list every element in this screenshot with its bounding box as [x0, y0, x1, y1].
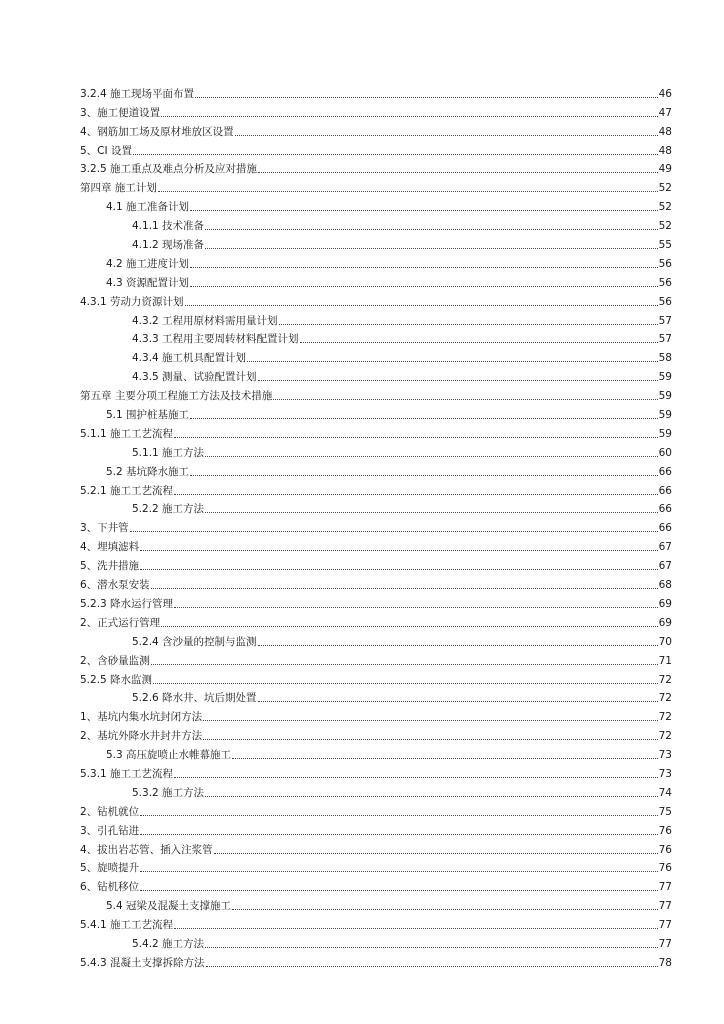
toc-dot-leader [258, 644, 658, 646]
toc-entry-title: 4.3.2 工程用原材料需用量计划 [132, 314, 278, 327]
toc-entry-title: 6、潜水泵安装 [80, 579, 150, 592]
toc-dot-leader [273, 398, 657, 400]
toc-entry-title: 5.2.4 含沙量的控制与监测 [132, 635, 257, 648]
toc-dot-leader [258, 379, 658, 381]
toc-dot-leader [279, 323, 658, 325]
toc-entry-page: 66 [658, 503, 672, 516]
toc-entry[interactable] [80, 402, 672, 421]
toc-entry-page: 77 [658, 900, 672, 913]
toc-entry-title: 4、埋填滤料 [80, 541, 140, 554]
toc-dot-leader [190, 417, 658, 419]
toc-dot-leader [206, 965, 658, 967]
toc-entry-page: 55 [658, 239, 672, 252]
toc-dot-leader [232, 908, 658, 910]
toc-entry[interactable] [80, 856, 672, 875]
toc-entry-page: 72 [658, 673, 672, 686]
toc-dot-leader [158, 190, 658, 192]
toc-entry[interactable] [80, 874, 672, 893]
toc-dot-leader [140, 568, 657, 570]
toc-entry-title: 5.4 冠梁及混凝土支撑施工 [106, 900, 232, 913]
toc-entry-title: 5.1.1 施工方法 [132, 446, 205, 459]
toc-dot-leader [205, 247, 658, 249]
toc-entry-title: 4.1.1 技术准备 [132, 220, 205, 233]
toc-entry-page: 52 [658, 182, 672, 195]
toc-dot-leader [214, 852, 658, 854]
toc-dot-leader [174, 927, 658, 929]
toc-entry-title: 5.2.5 降水监测 [80, 673, 153, 686]
toc-entry-title: 3.2.5 施工重点及难点分析及应对措施 [80, 163, 258, 176]
toc-entry[interactable] [80, 610, 672, 629]
toc-entry-title: 4.2 施工进度计划 [106, 257, 190, 270]
toc-entry-page: 66 [658, 522, 672, 535]
toc-dot-leader [140, 833, 657, 835]
toc-entry-page: 59 [658, 427, 672, 440]
toc-entry-page: 73 [658, 767, 672, 780]
toc-entry[interactable] [80, 515, 672, 534]
toc-entry-page: 52 [658, 201, 672, 214]
toc-entry-page: 68 [658, 579, 672, 592]
toc-dot-leader [140, 549, 657, 551]
toc-dot-leader [161, 625, 657, 627]
toc-entry-title: 3.2.4 施工现场平面布置 [80, 87, 195, 100]
toc-entry[interactable] [80, 270, 672, 289]
toc-entry-title: 5.3.1 施工工艺流程 [80, 767, 174, 780]
toc-entry-title: 5.3 高压旋喷止水帷幕施工 [106, 749, 232, 762]
toc-entry[interactable] [80, 742, 672, 761]
toc-entry-page: 60 [658, 446, 672, 459]
toc-entry-page: 77 [658, 919, 672, 932]
toc-entry[interactable] [80, 194, 672, 213]
toc-dot-leader [153, 682, 658, 684]
toc-entry[interactable] [80, 572, 672, 591]
toc-dot-leader [130, 530, 658, 532]
toc-dot-leader [232, 757, 658, 759]
toc-entry[interactable] [80, 421, 672, 440]
toc-entry[interactable] [80, 100, 672, 119]
toc-entry-title: 4.1 施工准备计划 [106, 201, 190, 214]
toc-entry-title: 5.2.3 降水运行管理 [80, 597, 174, 610]
toc-dot-leader [190, 266, 658, 268]
toc-entry-page: 52 [658, 220, 672, 233]
toc-entry-page: 76 [658, 862, 672, 875]
toc-entry-title: 2、含砂量监测 [80, 654, 150, 667]
toc-entry-page: 69 [658, 616, 672, 629]
toc-entry[interactable] [80, 308, 672, 327]
toc-entry-page: 73 [658, 749, 672, 762]
toc-entry-page: 71 [658, 654, 672, 667]
toc-entry[interactable] [80, 213, 672, 232]
toc-entry-title: 3、引孔钻进 [80, 824, 140, 837]
toc-entry-page: 70 [658, 635, 672, 648]
toc-entry-title: 5、洗井措施 [80, 560, 140, 573]
toc-dot-leader [190, 285, 658, 287]
toc-entry-page: 48 [658, 125, 672, 138]
toc-entry-title: 5.4.1 施工工艺流程 [80, 919, 174, 932]
toc-entry-title: 2、正式运行管理 [80, 616, 161, 629]
toc-entry-page: 47 [658, 106, 672, 119]
toc-entry[interactable] [80, 327, 672, 346]
toc-entry[interactable] [80, 138, 672, 157]
toc-dot-leader [203, 719, 657, 721]
toc-dot-leader [190, 474, 658, 476]
toc-entry[interactable] [80, 383, 672, 402]
toc-entry-title: 4.3 资源配置计划 [106, 276, 190, 289]
toc-dot-leader [205, 795, 658, 797]
toc-entry-title: 3、下井管 [80, 522, 129, 535]
toc-entry-page: 57 [658, 314, 672, 327]
toc-entry[interactable] [80, 780, 672, 799]
toc-entry-title: 3、施工便道设置 [80, 106, 161, 119]
toc-entry-title: 4.3.3 工程用主要周转材料配置计划 [132, 333, 299, 346]
toc-entry[interactable] [80, 818, 672, 837]
toc-entry-page: 57 [658, 333, 672, 346]
toc-entry[interactable] [80, 157, 672, 176]
toc-entry-title: 4.3.4 施工机具配置计划 [132, 352, 247, 365]
toc-dot-leader [140, 870, 657, 872]
toc-entry[interactable] [80, 686, 672, 705]
toc-dot-leader [190, 209, 658, 211]
toc-entry-title: 5.2.6 降水井、坑后期处置 [132, 692, 257, 705]
toc-entry-title: 4.3.5 测量、试验配置计划 [132, 371, 257, 384]
toc-entry[interactable] [80, 232, 672, 251]
toc-entry-title: 5.1.1 施工工艺流程 [80, 427, 174, 440]
toc-entry-page: 66 [658, 465, 672, 478]
toc-entry[interactable] [80, 629, 672, 648]
toc-entry[interactable] [80, 837, 672, 856]
toc-dot-leader [205, 946, 658, 948]
toc-entry-page: 72 [658, 692, 672, 705]
toc-entry[interactable] [80, 175, 672, 194]
toc-entry-page: 56 [658, 295, 672, 308]
toc-entry-title: 4、钢筋加工场及原材堆放区设置 [80, 125, 234, 138]
toc-entry-page: 77 [658, 881, 672, 894]
toc-entry[interactable] [80, 950, 672, 969]
toc-entry-title: 6、钻机移位 [80, 881, 140, 894]
toc-entry-title: 4、拔出岩芯管、插入注浆管 [80, 843, 213, 856]
toc-entry[interactable] [80, 761, 672, 780]
toc-dot-leader [140, 889, 657, 891]
toc-entry-page: 78 [658, 956, 672, 969]
toc-dot-leader [133, 153, 658, 155]
toc-entry-page: 59 [658, 390, 672, 403]
toc-entry[interactable] [80, 119, 672, 138]
toc-entry-page: 56 [658, 276, 672, 289]
toc-entry-title: 4.1.2 现场准备 [132, 239, 205, 252]
toc-entry[interactable] [80, 459, 672, 478]
toc-dot-leader [195, 96, 658, 98]
toc-dot-leader [174, 776, 658, 778]
toc-entry[interactable] [80, 704, 672, 723]
toc-entry[interactable] [80, 723, 672, 742]
toc-entry-title: 4.3.1 劳动力资源计划 [80, 295, 184, 308]
toc-entry-page: 58 [658, 352, 672, 365]
toc-entry-page: 46 [658, 87, 672, 100]
toc-entry-page: 67 [658, 560, 672, 573]
toc-dot-leader [235, 134, 658, 136]
toc-entry-title: 2、基坑外降水井封井方法 [80, 730, 203, 743]
toc-entry[interactable] [80, 534, 672, 553]
toc-entry-page: 56 [658, 257, 672, 270]
toc-entry-page: 72 [658, 711, 672, 724]
toc-dot-leader [258, 171, 658, 173]
toc-entry-title: 第四章 施工计划 [80, 182, 157, 195]
toc-entry[interactable] [80, 667, 672, 686]
toc-dot-leader [205, 455, 658, 457]
toc-dot-leader [205, 511, 658, 513]
toc-entry[interactable] [80, 478, 672, 497]
toc-entry-page: 66 [658, 484, 672, 497]
toc-entry[interactable] [80, 553, 672, 572]
toc-dot-leader [258, 700, 658, 702]
toc-entry-page: 67 [658, 541, 672, 554]
toc-entry-title: 5.4.2 施工方法 [132, 937, 205, 950]
toc-dot-leader [185, 304, 658, 306]
toc-dot-leader [151, 587, 658, 589]
toc-entry[interactable] [80, 345, 672, 364]
toc-entry-page: 76 [658, 843, 672, 856]
toc-entry-page: 59 [658, 409, 672, 422]
toc-dot-leader [174, 436, 658, 438]
toc-entry[interactable] [80, 931, 672, 950]
toc-entry-page: 72 [658, 730, 672, 743]
toc-entry-page: 76 [658, 824, 672, 837]
toc-entry-title: 5.3.2 施工方法 [132, 786, 205, 799]
toc-entry-page: 69 [658, 597, 672, 610]
toc-dot-leader [205, 228, 658, 230]
toc-entry[interactable] [80, 497, 672, 516]
toc-dot-leader [174, 606, 658, 608]
toc-dot-leader [300, 341, 658, 343]
toc-entry[interactable] [80, 912, 672, 931]
toc-entry-page: 74 [658, 786, 672, 799]
table-of-contents [80, 81, 672, 969]
toc-entry-title: 5、CI 设置 [80, 144, 132, 157]
toc-entry[interactable] [80, 440, 672, 459]
toc-entry-title: 5.2.1 施工工艺流程 [80, 484, 174, 497]
toc-entry-title: 5.4.3 混凝土支撑拆除方法 [80, 956, 205, 969]
toc-entry-title: 5.2 基坑降水施工 [106, 465, 190, 478]
toc-entry-page: 49 [658, 163, 672, 176]
toc-entry-title: 5.1 围护桩基施工 [106, 409, 190, 422]
toc-dot-leader [151, 663, 658, 665]
toc-dot-leader [247, 360, 658, 362]
toc-entry-title: 2、钻机就位 [80, 805, 140, 818]
toc-entry-page: 48 [658, 144, 672, 157]
toc-dot-leader [174, 493, 658, 495]
toc-entry-title: 第五章 主要分项工程施工方法及技术措施 [80, 390, 273, 403]
toc-entry[interactable] [80, 591, 672, 610]
toc-entry[interactable] [80, 893, 672, 912]
toc-entry[interactable] [80, 648, 672, 667]
toc-entry-title: 1、基坑内集水坑封闭方法 [80, 711, 203, 724]
toc-entry[interactable] [80, 799, 672, 818]
toc-entry[interactable] [80, 364, 672, 383]
toc-entry-page: 77 [658, 937, 672, 950]
toc-entry[interactable] [80, 81, 672, 100]
toc-entry-page: 59 [658, 371, 672, 384]
toc-entry-title: 5.2.2 施工方法 [132, 503, 205, 516]
toc-dot-leader [203, 738, 657, 740]
toc-entry-page: 75 [658, 805, 672, 818]
toc-dot-leader [140, 814, 657, 816]
toc-entry-title: 5、旋喷提升 [80, 862, 140, 875]
toc-entry[interactable] [80, 289, 672, 308]
toc-entry[interactable] [80, 251, 672, 270]
toc-dot-leader [161, 115, 657, 117]
